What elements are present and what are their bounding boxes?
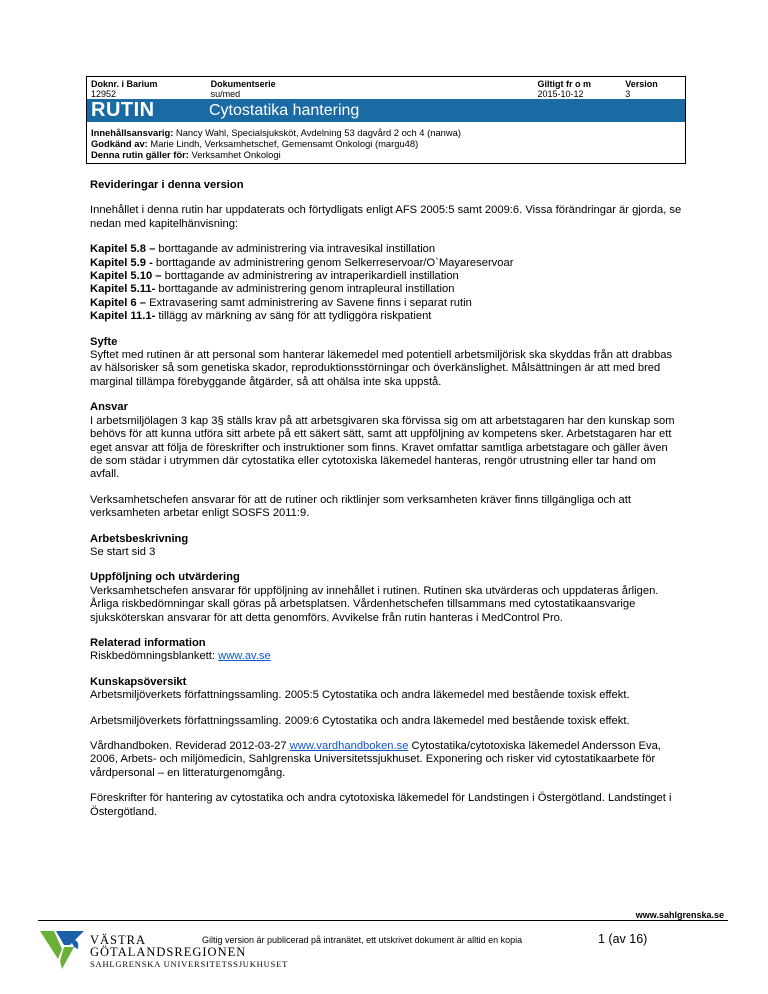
godkand-label: Godkänd av:	[91, 138, 148, 149]
galler-label: Denna rutin gäller för:	[91, 149, 189, 160]
kunskap-section	[90, 676, 682, 819]
ansvarig-label: Innehållsansvarig:	[91, 127, 174, 138]
doknr-cell	[91, 79, 211, 99]
giltigt-cell	[537, 79, 625, 99]
footer-divider	[38, 920, 728, 921]
ansvar-heading: Ansvar	[90, 401, 128, 414]
responsibility-block	[87, 122, 685, 163]
giltigt-label: Giltigt fr o m	[537, 79, 591, 89]
chapter-text: borttagande av administrering av intraperikardiell instillation	[161, 270, 459, 283]
document-title: Cytostatika hantering	[209, 101, 360, 119]
list-item	[90, 283, 682, 296]
revisions-section	[90, 179, 682, 324]
galler-value: Verksamhet Onkologi	[188, 149, 281, 160]
list-item	[90, 270, 682, 283]
chapter-ref: Kapitel 6 –	[90, 296, 146, 309]
chapter-text: borttagande av administrering via intravesikal instillation	[155, 243, 436, 256]
ansvar-section	[90, 401, 682, 520]
uppfoljning-section	[90, 571, 682, 625]
version-value: 3	[625, 89, 631, 99]
relaterad-section	[90, 637, 682, 664]
vardhandboken-link[interactable]: www.vardhandboken.se	[289, 740, 409, 752]
uppfoljning-heading: Uppföljning och utvärdering	[90, 571, 240, 584]
logo-line-2: GÖTALANDSREGIONEN	[90, 945, 247, 959]
arbets-section	[90, 533, 682, 560]
chapter-text: Extravasering samt administrering av Savene finns i separat rutin	[145, 296, 472, 309]
kunskap-ref-4: Föreskrifter för hantering av cytostatika och andra cytotoxiska läkemedel för Landstingen i Östergötland. Landstinget i Östergötland.	[90, 792, 672, 818]
document-header	[86, 76, 686, 164]
syfte-heading: Syfte	[90, 335, 118, 348]
version-cell	[625, 79, 681, 99]
kunskap-ref-3	[90, 740, 682, 780]
revisions-intro: Innehållet i denna rutin har uppdaterats och förtydligats enligt AFS 2005:5 samt 2009:6. Vissa förändringar är gjorda, se nedan med kapitelhänvisning:	[90, 204, 682, 230]
page-number: 1 (av 16)	[598, 932, 648, 946]
relaterad-line	[90, 650, 682, 663]
logo-line-3: SAHLGRENSKA UNIVERSITETSSJUKHUSET	[90, 959, 289, 969]
logo-line-1: VÄSTRA	[90, 933, 147, 947]
title-band	[87, 99, 685, 122]
site-url: www.sahlgrenska.se	[635, 910, 724, 920]
list-item	[90, 310, 682, 323]
ansvarig-value: Nancy Wahl, Specialsjuksköt, Avdelning 53 dagvård 2 och 4 (nanwa)	[173, 127, 461, 138]
chapter-ref: Kapitel 5.9 -	[90, 256, 153, 269]
kunskap-ref-2: Arbetsmiljöverkets författningssamling. 2009:6 Cytostatika och andra läkemedel med bestående toxisk effekt.	[90, 714, 630, 727]
region-logo	[40, 929, 290, 979]
footer-disclaimer: Giltig version är publicerad på intranätet, ett utskrivet dokument är alltid en kopia	[202, 935, 523, 945]
header-info-row	[87, 77, 685, 99]
syfte-text: Syftet med rutinen är att personal som hanterar läkemedel med potentiell arbetsmiljörisk ska skyddas från att drabbas av hälsorisker så som genetiska skador, reproduktionsstörningar och överkänslighet. Målsättningen är att med bred marginal tillämpa förebyggande åtgärder, så att ohälsa inte ska uppstå.	[90, 349, 673, 388]
serie-value: su/med	[210, 89, 241, 99]
chapter-ref: Kapitel 5.8 –	[90, 243, 156, 256]
arbets-heading: Arbetsbeskrivning	[90, 532, 189, 545]
chapter-ref: Kapitel 5.11-	[90, 283, 156, 296]
chapter-ref: Kapitel 11.1-	[90, 310, 156, 323]
document-body	[86, 179, 686, 819]
ansvar-text-2: Verksamhetschefen ansvarar för att de rutiner och riktlinjer som verksamheten kräver finns tillgängliga och att verksamheten arbetar enligt SOSFS 2011:9.	[90, 493, 631, 520]
godkand-value: Marie Lindh, Verksamhetschef, Gemensamt Onkologi (margu48)	[147, 138, 419, 149]
chapter-text: borttagande av administrering genom intrapleural instillation	[155, 283, 455, 296]
ref-text: Cytostatika/cytotoxiska läkemedel Andersson Eva, 2006, Arbets- och miljömedicin, Sahlgrenska Universitetssjukhuset. Exponering och risker vid cytostatikaarbete för vårdpersonal – en litteraturgenomgång.	[90, 740, 661, 779]
document-page	[86, 76, 686, 819]
serie-cell	[211, 79, 538, 99]
relaterad-label: Riskbedömningsblankett:	[90, 650, 219, 663]
document-type: RUTIN	[91, 99, 155, 121]
kunskap-heading: Kunskapsöversikt	[90, 675, 187, 688]
list-item	[90, 257, 682, 270]
arbets-text: Se start sid 3	[90, 545, 156, 558]
region-emblem-icon	[40, 929, 86, 971]
ansvar-text-1: I arbetsmiljölagen 3 kap 3§ ställs krav på att arbetsgivaren ska förvissa sig om att arbetstagaren har den kunskap som behövs för att kunna utföra sitt arbete på ett säkert sätt, samt att uppföljning av kompetens sker. Arbetstagaren har ett eget ansvar att följa de föreskrifter och instruktioner som finns. Kravet omfattar samtliga arbetstagare och gäller även de som städar i utrymmen där cytostatika eller cytotoxiska läkemedel hanteras, rengör utrustning eller tar hand om avfall.	[90, 414, 675, 481]
kunskap-ref-1: Arbetsmiljöverkets författningssamling. 2005:5 Cytostatika och andra läkemedel med bestående toxisk effekt.	[90, 689, 630, 702]
revisions-list	[90, 243, 682, 323]
giltigt-value: 2015-10-12	[537, 89, 584, 99]
doknr-label: Doknr. i Barium	[91, 79, 158, 89]
version-label: Version	[625, 79, 658, 89]
uppfoljning-text: Verksamhetschefen ansvarar för uppföljning av innehållet i rutinen. Rutinen ska utvärderas och uppdateras årligen. Årliga riskbedömningar skall göras på arbetsplatsen. Vårdenhetschefen tillsammans med cytostatikaansvarige sjuksköterskan ansvarar för att detta genomförs. Avvikelse från rutin hanteras i MedControl Pro.	[90, 584, 659, 624]
av-se-link[interactable]: www.av.se	[218, 650, 271, 663]
revisions-heading: Revideringar i denna version	[90, 179, 244, 191]
chapter-text: tillägg av märkning av säng för att tydliggöra riskpatient	[155, 310, 432, 323]
chapter-text: borttagande av administrering genom Selkerreservoar/O`Mayareservoar	[152, 256, 514, 269]
list-item	[90, 243, 682, 256]
serie-label: Dokumentserie	[210, 79, 276, 89]
relaterad-heading: Relaterad information	[90, 636, 206, 649]
syfte-section	[90, 336, 682, 390]
ref-text: Vårdhandboken. Reviderad 2012-03-27	[90, 740, 290, 752]
list-item	[90, 297, 682, 310]
chapter-ref: Kapitel 5.10 –	[90, 270, 162, 283]
doknr-value: 12952	[91, 89, 117, 99]
